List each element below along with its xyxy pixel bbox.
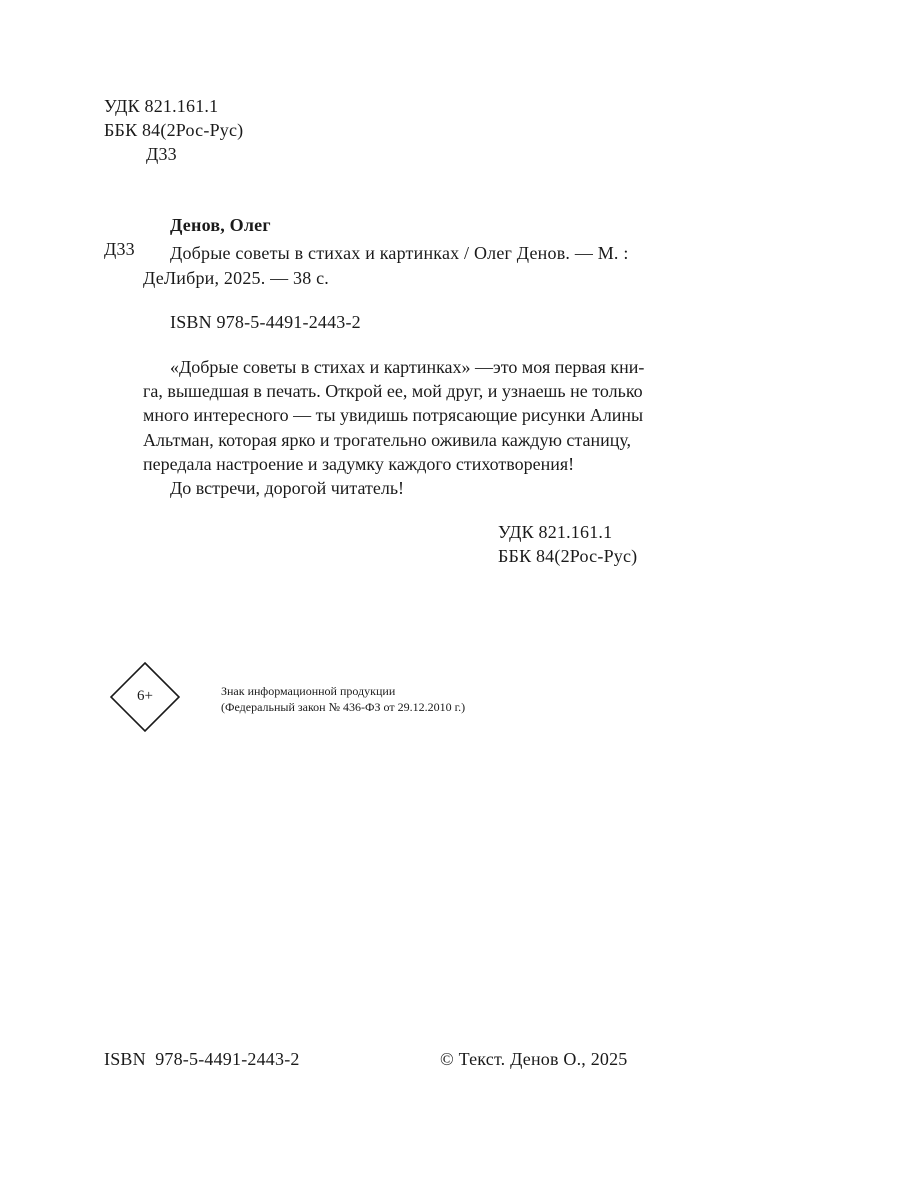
annotation-line: га, вышедшая в печать. Открой ее, мой друг, и узнаешь не только	[143, 381, 643, 402]
age-mark-label-line1: Знак информационной продукции	[221, 684, 396, 698]
record-isbn: ISBN 978-5-4491-2443-2	[170, 312, 361, 332]
footer-copyright: © Текст. Денов О., 2025	[440, 1049, 628, 1069]
age-mark-label-line2: (Федеральный закон № 436-ФЗ от 29.12.2010 г.)	[221, 700, 466, 714]
record-author-mark: Д33	[104, 239, 135, 259]
annotation	[143, 355, 644, 500]
record-title-line: Добрые советы в стихах и картинках / Олег Денов. — М. :	[170, 243, 629, 263]
footer-isbn: ISBN 978-5-4491-2443-2	[104, 1049, 300, 1069]
annotation-line: передала настроение и задумку каждого стихотворения!	[143, 453, 575, 474]
record-publisher-line: ДеЛибри, 2025. — 38 с.	[143, 268, 330, 288]
annotation-line: «Добрые советы в стихах и картинках» —это моя первая кни-	[170, 357, 645, 377]
author-heading: Денов, Олег	[170, 215, 271, 235]
annotation-line: много интересного — ты увидишь потрясающие рисунки Алины	[143, 405, 644, 426]
header-udk: УДК 821.161.1	[104, 96, 219, 116]
header-bbk: ББК 84(2Рос-Рус)	[104, 120, 244, 140]
classification-udk: УДК 821.161.1	[498, 522, 613, 542]
age-rating: 6+	[137, 688, 153, 704]
classification-bbk: ББК 84(2Рос-Рус)	[498, 546, 638, 566]
annotation-closing: До встречи, дорогой читатель!	[170, 478, 405, 499]
header-author-mark: Д33	[146, 144, 177, 164]
annotation-line: Альтман, которая ярко и трогательно оживила каждую станицу,	[143, 429, 632, 450]
